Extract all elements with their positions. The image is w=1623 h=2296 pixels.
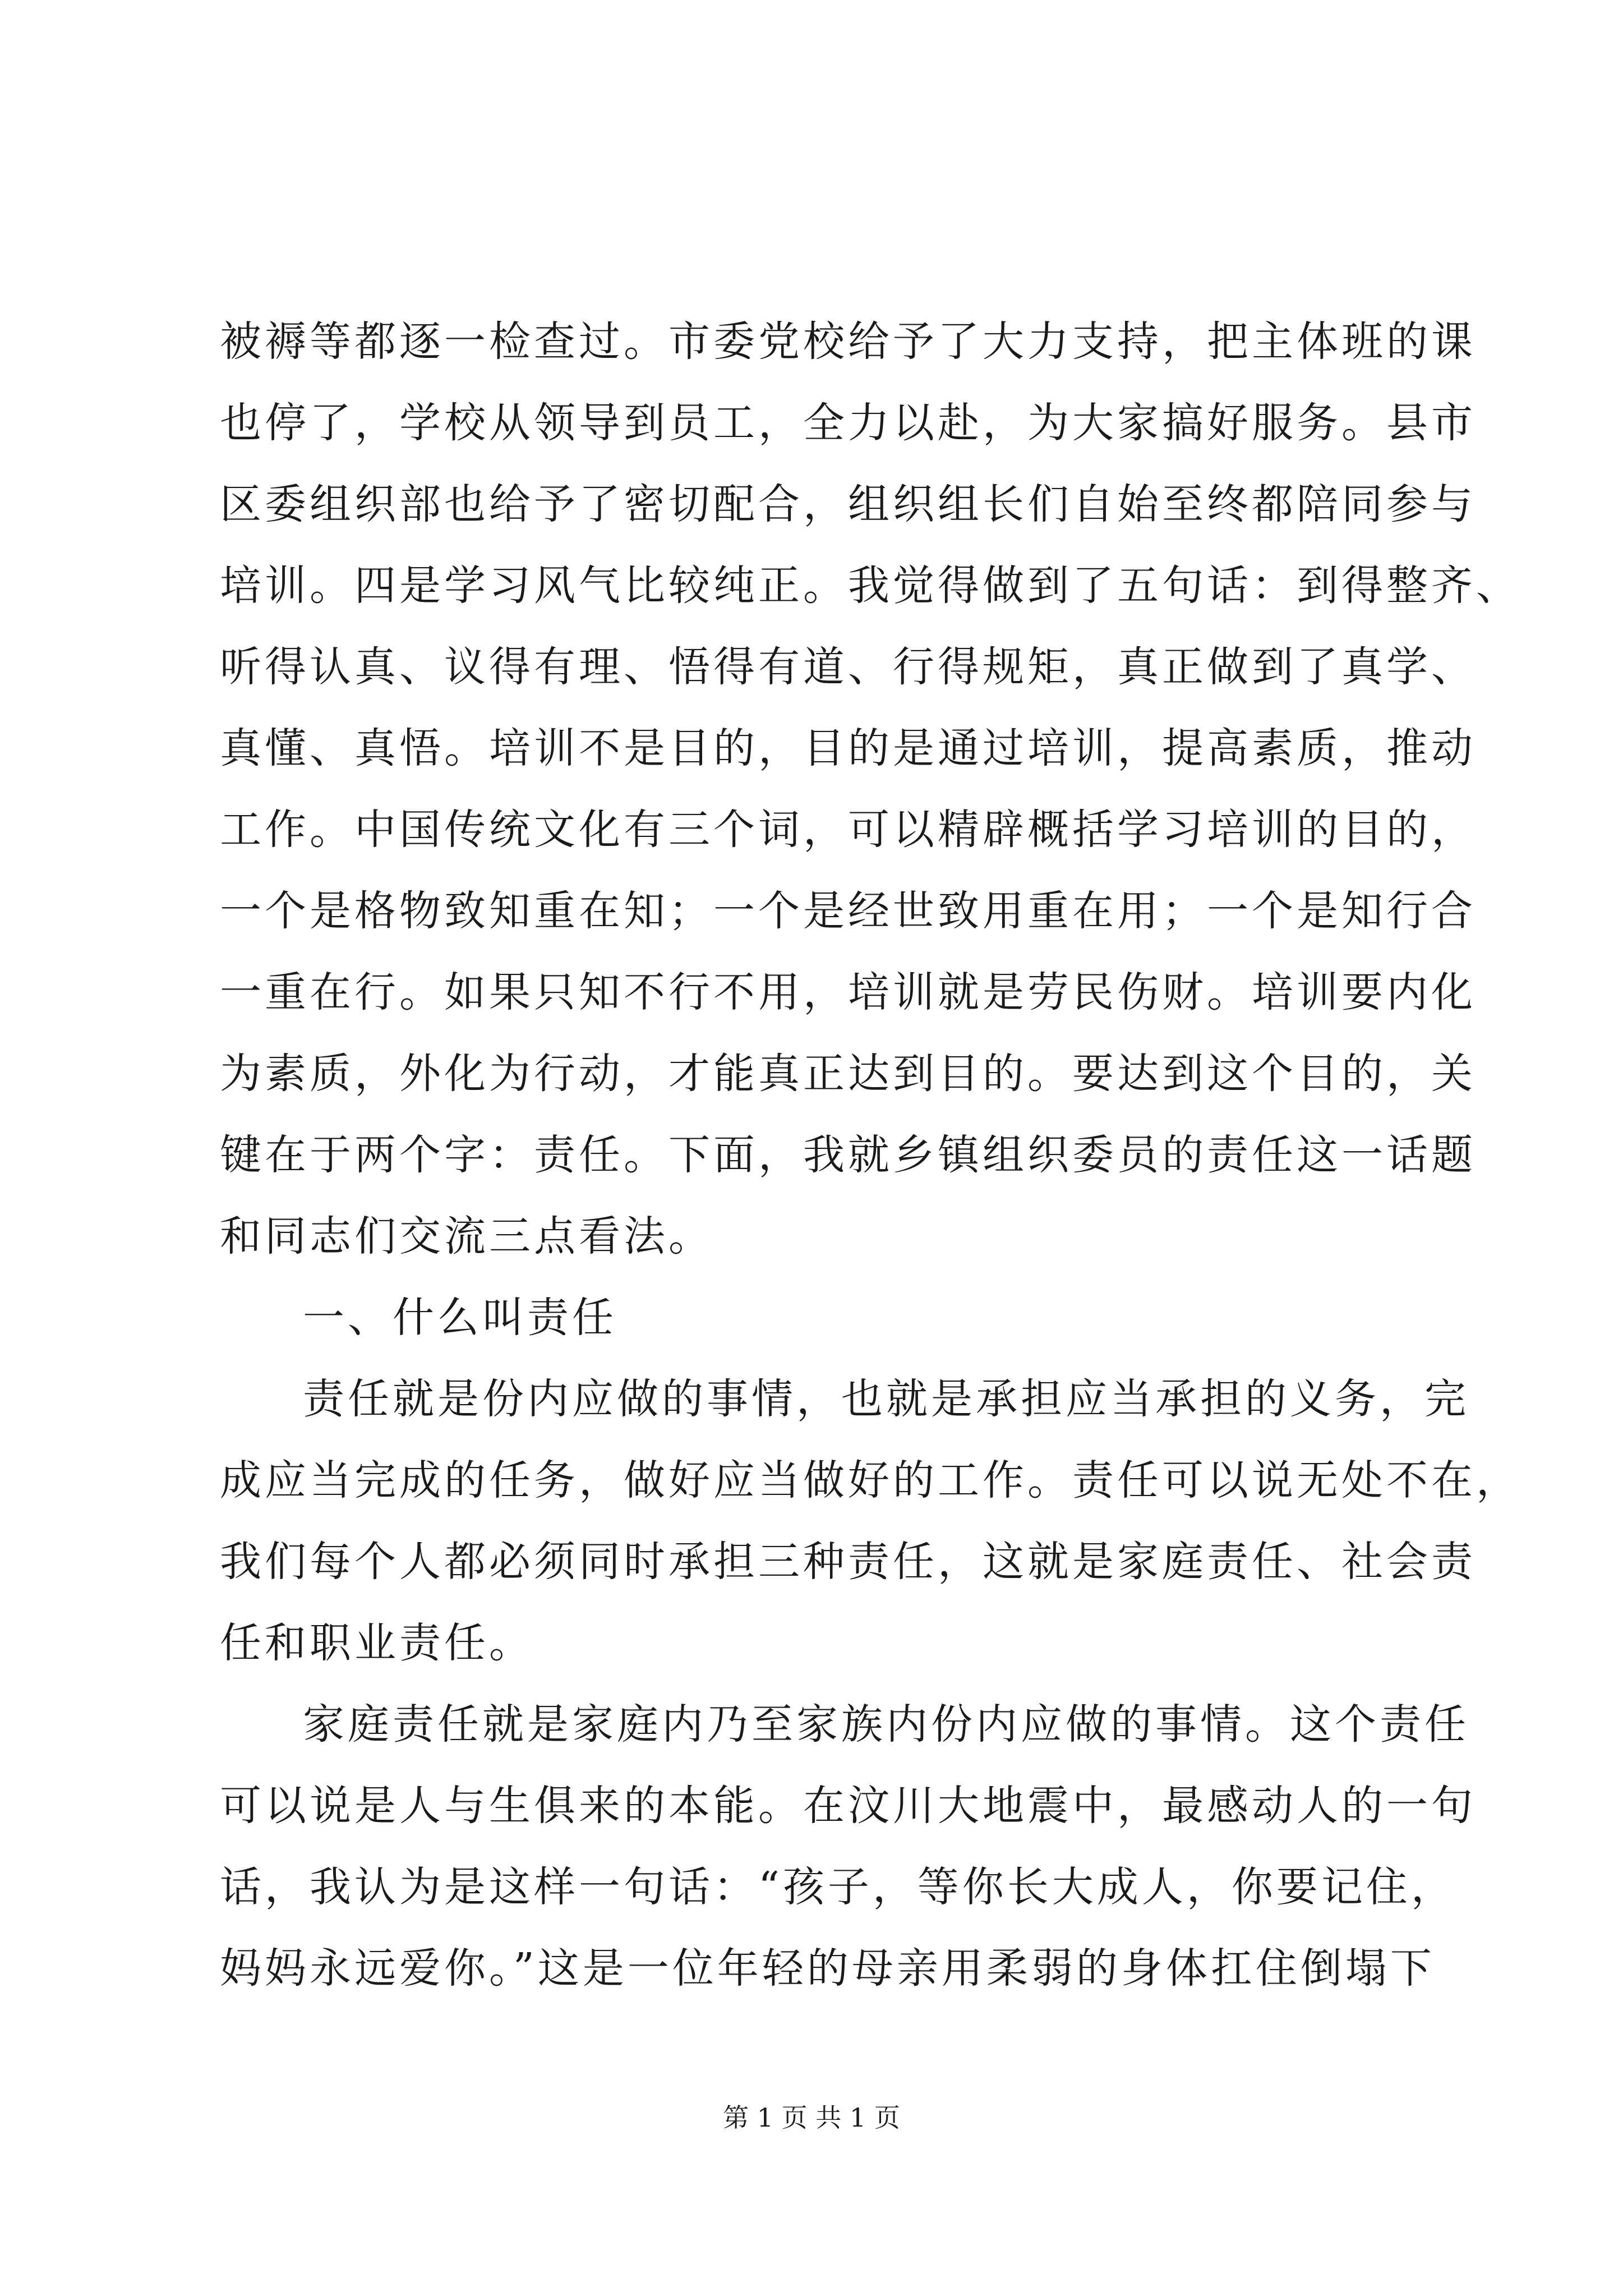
body-line: 我们每个人都必须同时承担三种责任，这就是家庭责任、社会责 [220,1538,1476,1586]
body-line: 家庭责任就是家庭内乃至家族内份内应做的事情。这个责任 [303,1700,1469,1749]
body-line: 为素质，外化为行动，才能真正达到目的。要达到这个目的，关 [220,1050,1476,1098]
body-line: 被褥等都逐一检查过。市委党校给予了大力支持，把主体班的课 [220,318,1476,366]
body-line: 话，我认为是这样一句话：“孩子，等你长大成人，你要记住， [220,1863,1456,1911]
body-line: 真懂、真悟。培训不是目的，目的是通过培训，提高素质，推动 [220,724,1476,772]
body-line: 妈妈永远爱你。”这是一位年轻的母亲用柔弱的身体扛住倒塌下 [220,1944,1435,1993]
page-footer: 第 1 页 共 1 页 [723,2102,900,2133]
body-line: 培训。四是学习风气比较纯正。我觉得做到了五句话：到得整齐、 [220,562,1521,610]
body-line: 也停了，学校从领导到员工，全力以赴，为大家搞好服务。县市 [220,399,1476,447]
body-line: 键在于两个字：责任。下面，我就乡镇组织委员的责任这一话题 [220,1131,1476,1179]
body-line: 工作。中国传统文化有三个词，可以精辟概括学习培训的目的， [220,806,1476,854]
body-line: 区委组织部也给予了密切配合，组织组长们自始至终都陪同参与 [220,480,1476,528]
body-line: 任和职业责任。 [220,1619,534,1667]
body-line: 成应当完成的任务，做好应当做好的工作。责任可以说无处不在， [220,1456,1521,1504]
body-line: 和同志们交流三点看法。 [220,1212,713,1260]
body-line: 一个是格物致知重在知；一个是经世致用重在用；一个是知行合 [220,887,1476,935]
section-heading: 一、什么叫责任 [303,1294,617,1342]
document-body [220,301,1521,2009]
body-line: 一重在行。如果只知不行不用，培训就是劳民伤财。培训要内化 [220,968,1476,1016]
body-line: 责任就是份内应做的事情，也就是承担应当承担的义务，完 [303,1375,1469,1423]
body-line: 听得认真、议得有理、悟得有道、行得规矩，真正做到了真学、 [220,643,1476,691]
body-line: 可以说是人与生俱来的本能。在汶川大地震中，最感动人的一句 [220,1782,1476,1830]
